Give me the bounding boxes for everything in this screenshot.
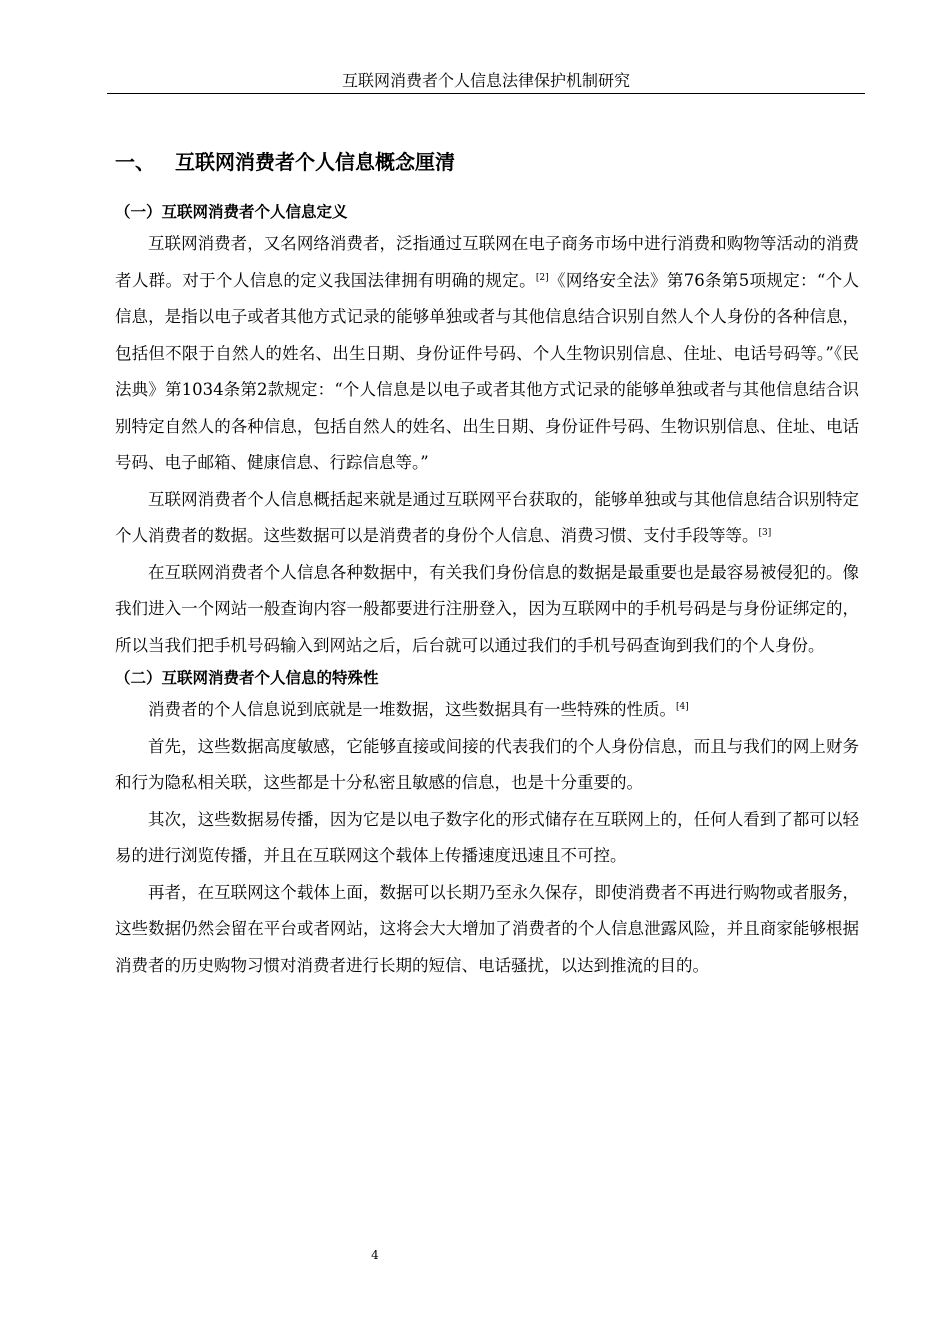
running-header: 互联网消费者个人信息法律保护机制研究: [341, 71, 630, 90]
paragraph-identity-data: 在互联网消费者个人信息各种数据中，有关我们身份信息的数据是最重要也是最容易被侵犯的。像我们进入一个网站一般查询内容一般都要进行注册登入，因为互联网中的手机号码是与身份证绑定的，所以当我们把手机号码输入到网站之后，后台就可以通过我们的手机号码查询到我们的个人身份。: [115, 562, 859, 655]
paragraph-definition: [115, 226, 859, 482]
paragraph-summary: [115, 482, 859, 555]
section-title: 互联网消费者个人信息概念厘清: [175, 150, 455, 174]
citation-ref: [2]: [535, 272, 549, 283]
header-rule: [107, 93, 865, 94]
citation-ref: [3]: [758, 528, 772, 538]
paragraph-text: 互联网消费者，又名网络消费者，泛指通过互联网在电子商务市场中进行消费和购物等活动的消费者人群。对于个人信息的定义我国法律拥有明确的规定。: [115, 234, 859, 290]
paragraph-characteristics-intro: [115, 692, 859, 729]
paragraph-first: 首先，这些数据高度敏感，它能够直接或间接的代表我们的个人身份信息，而且与我们的网上财务和行为隐私相关联，这些都是十分私密且敏感的信息，也是十分重要的。: [115, 736, 859, 792]
subsection-heading-definition: （一）互联网消费者个人信息定义: [115, 203, 348, 221]
paragraph-third: 再者，在互联网这个载体上面，数据可以长期乃至永久保存，即使消费者不再进行购物或者服务，这些数据仍然会留在平台或者网站，这将会大大增加了消费者的个人信息泄露风险，并且商家能够根据消费者的历史购物习惯对消费者进行长期的短信、电话骚扰，以达到推流的目的。: [115, 882, 859, 975]
paragraph-text: 消费者的个人信息说到底就是一堆数据，这些数据具有一些特殊的性质。: [148, 700, 676, 719]
subsection-heading-characteristics: （二）互联网消费者个人信息的特殊性: [115, 669, 379, 687]
paragraph-text: 《网络安全法》第76条第5项规定：“个人信息，是指以电子或者其他方式记录的能够单独或者与其他信息结合识别自然人个人身份的各种信息，包括但不限于自然人的姓名、出生日期、身份证件号码、个人生物识别信息、住址、电话号码等。”《民法典》第1034条第2款规定：“个人信息是以电子或者其他方式记录的能够单独或者与其他信息结合识别特定自然人的各种信息，包括自然人的姓名、出生日期、身份证件号码、生物识别信息、住址、电话号码、电子邮箱、健康信息、行踪信息等。”: [115, 270, 859, 472]
page-content: [115, 144, 859, 984]
citation-ref: [4]: [676, 702, 689, 712]
paragraph-second: 其次，这些数据易传播，因为它是以电子数字化的形式储存在互联网上的，任何人看到了都可以轻易的进行浏览传播，并且在互联网这个载体上传播速度迅速且不可控。: [115, 809, 859, 865]
paragraph-text: 互联网消费者个人信息概括起来就是通过互联网平台获取的，能够单独或与其他信息结合识别特定个人消费者的数据。这些数据可以是消费者的身份个人信息、消费习惯、支付手段等等。: [115, 489, 859, 545]
section-number: 一、: [115, 150, 155, 174]
page-number: 4: [371, 1248, 379, 1262]
section-heading: [115, 144, 859, 180]
